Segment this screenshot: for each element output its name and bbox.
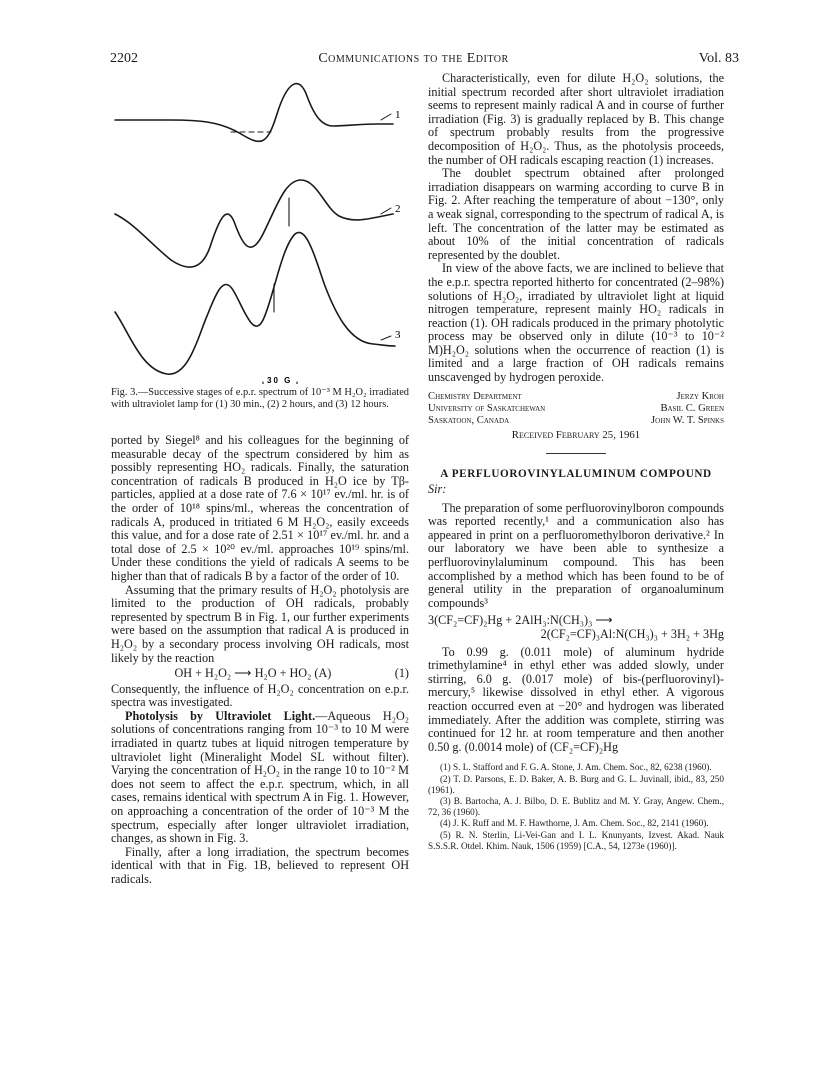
spectrum-curve-1 xyxy=(115,84,393,142)
article-paragraph-1: The preparation of some perfluorovinylboron compounds was reported recently,¹ and a communication also has appeared in print on a perfluoromethylboron derivative.² In our laboratory we have been able to synthesize a perfluorovinylaluminum compound. This has been accomplished by a method which has been found to be of general utility in the preparation of organoaluminum compounds³ xyxy=(428,500,724,610)
affiliation-line: University of Saskatchewan xyxy=(428,402,546,414)
received-date: Received February 25, 1961 xyxy=(511,429,641,442)
reference-item: (5) R. N. Sterlin, Li-Vei-Gan and I. L. Knunyants, Izvest. Akad. Nauk S.S.S.R. Otdel. Khim. Nauk, 1506 (1959) [C.A., 54, 1273e (1960)]. xyxy=(428,829,724,851)
figure-caption: Fig. 3.—Successive stages of e.p.r. spectrum of 10⁻³ M H₂O₂ irradiated with ultraviolet lamp for (1) 30 min., (2) 2 hours, and (3) 12 hours. xyxy=(111,387,409,411)
spectrum-curve-2 xyxy=(115,180,393,267)
curve-label-1: 1 xyxy=(395,109,401,121)
salutation: Sir: xyxy=(428,482,447,497)
curve-label-2: 2 xyxy=(395,203,401,215)
spectrum-curve-3 xyxy=(115,232,395,374)
reference-item: (4) J. K. Ruff and M. F. Hawthorne, J. Am. Chem. Soc., 82, 2141 (1960). xyxy=(440,818,709,829)
affiliation-line: Saskatoon, Canada xyxy=(428,415,510,427)
author-name: Jerzy Kroh xyxy=(676,390,724,402)
article-title: A PERFLUOROVINYLALUMINUM COMPOUND xyxy=(440,468,712,481)
reaction-equation-1 xyxy=(111,667,409,681)
right-column xyxy=(428,72,724,852)
curve-label-3: 3 xyxy=(395,329,401,341)
left-paragraph-3: Consequently, the influence of H₂O₂ concentration on e.p.r. spectra was investigated. xyxy=(111,681,409,710)
left-paragraph-1: ported by Siegel⁸ and his colleagues for the beginning of measurable decay of the spectrum considered by him as possibly representing HO₂ radicals. Finally, the saturation concentration of radicals B produced in H₂O ice by Tβ-particles, applied at a dose rate of 7.6 × 10¹⁷ ev./ml. hr. is of the order of 10¹⁸ spins/ml., whereas the concentration of radicals A, produced in tritiated 6 M H₂O₂, easily exceeds this value, and for a dose rate of 2.51 × 10¹⁷ ev./ml. hr. and a total dose of 2.5 × 10²⁰ ev./ml. approaches 10¹⁹ spins/ml. Under these conditions the yield of radicals A seems to be higher than that of radicals B by a factor of the order of 10. xyxy=(111,433,409,583)
synthesis-equation-line-2: 2(CF₂=CF)₃Al:N(CH₃)₃ + 3H₂ + 3Hg xyxy=(540,627,724,641)
epr-spectra-figure xyxy=(111,74,409,384)
signature-row xyxy=(428,391,724,403)
reference-item: (2) T. D. Parsons, E. D. Baker, A. B. Burg and G. L. Juvinall, ibid., 83, 250 (1961). xyxy=(428,773,724,795)
right-paragraph-3: In view of the above facts, we are inclined to believe that the e.p.r. spectra reported hitherto for concentrated (2–98%) solutions of H₂O₂, irradiated by ultraviolet light at liquid nitrogen temperature, represent mainly HO₂ radicals in reaction (1). OH radicals produced in the primary photolytic process may be observed only in dilute (10⁻³ to 10⁻² M)H₂O₂ solutions when the occurrence of reaction (1) is limited and a large fraction of OH radicals remains unscavenged by hydrogen peroxide. xyxy=(428,261,724,385)
journal-section-title: Communications to the Editor xyxy=(318,51,509,66)
right-paragraph-1: Characteristically, even for dilute H₂O₂ solutions, the initial spectrum recorded after short ultraviolet irradiation seems to represent mainly radical A and in course of further irradiation (Fig. 3) is gradually replaced by B. This change of spectrum probably results from the progressive decomposition of H₂O₂. Thus, as the photolysis proceeds, the number of OH radicals escaping reaction (1) increases. xyxy=(428,71,724,167)
photolysis-paragraph xyxy=(111,710,409,846)
page-number: 2202 xyxy=(110,51,138,66)
synthesis-equation-line-1: 3(CF₂=CF)₂Hg + 2AlH₃:N(CH₃)₃ ⟶ xyxy=(428,613,613,628)
author-signature-block xyxy=(428,391,724,442)
reference-item: (3) B. Bartocha, A. J. Bilbo, D. E. Bublitz and M. Y. Gray, Angew. Chem., 72, 36 (1960). xyxy=(428,795,724,818)
photolysis-text: —Aqueous H₂O₂ solutions of concentrations ranging from 10⁻³ to 10 M were irradiated in quartz tubes at liquid nitrogen temperature by ultraviolet light (Mineralight Model SL without filter). Varying the concentration of H₂O₂ in the range 10 to 10⁻² M does not seem to affect the e.p.r. spectrum, which, in all cases, remains identical with spectrum A in Fig. 1. However, on approaching a concentration of the order of 10⁻³ M the spectrum, especially after longer ultraviolet irradiation, changes, as shown in Fig. 3. xyxy=(111,708,409,846)
author-name: John W. T. Spinks xyxy=(651,415,724,427)
section-divider xyxy=(546,453,606,454)
volume-label: Vol. 83 xyxy=(698,51,739,66)
author-name: Basil C. Green xyxy=(660,402,724,414)
references xyxy=(428,762,724,852)
equation-text: OH + H₂O₂ ⟶ H₂O + HO₂ (A) xyxy=(174,666,332,681)
reference-item: (1) S. L. Stafford and F. G. A. Stone, J. Am. Chem. Soc., 82, 6238 (1960). xyxy=(440,762,712,773)
article-paragraph-2: To 0.99 g. (0.011 mole) of aluminum hydride trimethylamine⁴ in ethyl ether was added slowly, under stirring, 6.0 g. (0.017 mole) of bis-(perfluorovinyl)-mercury,⁵ likewise dissolved in ethyl ether. A vigorous reaction occurred even at −20° and hydrogen was liberated immediately. After the addition was complete, stirring was continued for 12 hr. at room temperature and then another 0.50 g. (0.0014 mole) of (CF₂=CF)₂Hg xyxy=(428,644,724,754)
right-paragraph-2: The doublet spectrum obtained after prolonged irradiation disappears on warming according to curve B in Fig. 2. After reaching the temperature of about −130°, only a weak signal, corresponding to the spectrum of radical A, is left. The concentration of the latter may be estimated as about 10% of the initial concentration of radicals represented by the doublet. xyxy=(428,166,724,262)
equation-number: (1) xyxy=(394,666,409,681)
signature-row xyxy=(428,403,724,415)
photolysis-heading: Photolysis by Ultraviolet Light. xyxy=(125,708,316,723)
left-column xyxy=(111,434,409,887)
affiliation-line: Chemistry Department xyxy=(428,390,522,402)
left-paragraph-final: Finally, after a long irradiation, the spectrum becomes identical with that in Fig. 1B, believed to represent OH radicals. xyxy=(111,844,409,886)
left-paragraph-2: Assuming that the primary results of H₂O₂ photolysis are limited to the production of OH radicals, probably represented by spectrum B in Fig. 1, our further experiments were based on the assumption that radical A is produced in H₂O₂ by a secondary process involving OH radicals, most likely by the reaction xyxy=(111,582,409,665)
signature-row xyxy=(428,415,724,427)
scale-bar-label: 30 G xyxy=(267,376,293,384)
